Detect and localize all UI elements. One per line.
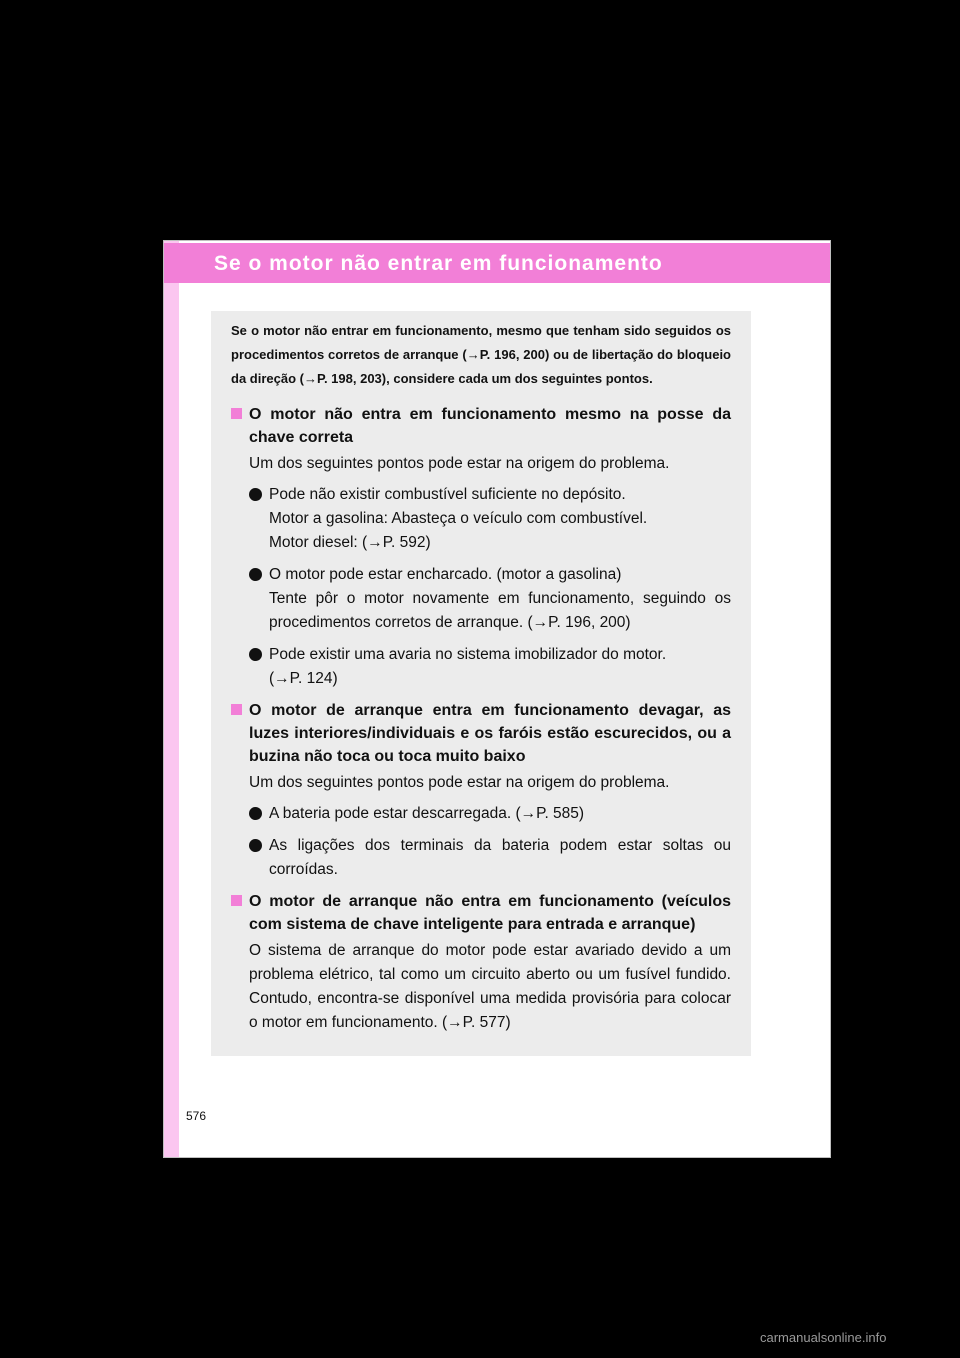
list-item-line: Motor a gasolina: Abasteça o veículo com combustível.: [269, 510, 648, 527]
list-item-line: Pode existir uma avaria no sistema imobilizador do motor.: [269, 646, 667, 663]
round-bullet-icon: [249, 648, 262, 661]
watermark: carmanualsonline.info: [760, 1330, 887, 1345]
list-item-line: A bateria pode estar descarregada. (→P. 585): [269, 805, 585, 822]
list-item: [249, 802, 731, 826]
round-bullet-icon: [249, 488, 262, 501]
section-heading: [231, 403, 731, 449]
section-title: O motor de arranque entra em funcionamento devagar, as luzes interiores/individuais e os faróis estão escurecidos, ou a buzina não toca ou toca muito baixo: [249, 702, 731, 765]
round-bullet-icon: [249, 568, 262, 581]
list-item: [249, 483, 731, 555]
section-title: O motor de arranque não entra em funcionamento (veículos com sistema de chave inteligente para entrada e arranque): [249, 893, 731, 933]
list-item-line: (→P. 124): [269, 670, 338, 687]
list-item-text: [269, 563, 731, 635]
list-item-line: Motor diesel: (→P. 592): [269, 534, 431, 551]
section-1: [231, 403, 731, 691]
list-item-text: [269, 802, 731, 826]
header-bar: [164, 243, 830, 283]
list-item-line: As ligações dos terminais da bateria podem estar soltas ou corroídas.: [269, 837, 731, 878]
list-item: [249, 563, 731, 635]
section-heading: [231, 890, 731, 936]
intro-paragraph: Se o motor não entrar em funcionamento, mesmo que tenham sido seguidos os procedimentos corretos de arranque (→P. 196, 200) ou de libertação do bloqueio da direção (→P. 198, 203), considere cada um dos seguintes pontos.: [231, 323, 731, 386]
list-item: [249, 834, 731, 882]
round-bullet-icon: [249, 807, 262, 820]
section-heading: [231, 699, 731, 768]
section-title: O motor não entra em funcionamento mesmo na posse da chave correta: [249, 406, 731, 446]
list-item-text: [269, 834, 731, 882]
list-item-line: Tente pôr o motor novamente em funcionamento, seguindo os procedimentos corretos de arranque. (→P. 196, 200): [269, 590, 731, 631]
section-subtitle: Um dos seguintes pontos pode estar na origem do problema.: [249, 455, 670, 472]
round-bullet-icon: [249, 839, 262, 852]
side-strip: [164, 241, 179, 1157]
list-item-text: [269, 483, 731, 555]
page-number: 576: [186, 1109, 207, 1123]
list-item-text: [269, 643, 731, 691]
list-item-line: Pode não existir combustível suficiente no depósito.: [269, 486, 626, 503]
section-subtitle: Um dos seguintes pontos pode estar na origem do problema.: [249, 774, 670, 791]
list-item: [249, 643, 731, 691]
section-3: [231, 890, 731, 1035]
square-bullet-icon: [231, 408, 242, 419]
square-bullet-icon: [231, 895, 242, 906]
content-box: [211, 311, 751, 1056]
list-item-line: O motor pode estar encharcado. (motor a gasolina): [269, 566, 622, 583]
page-title: Se o motor não entrar em funcionamento: [214, 252, 663, 275]
section-body: O sistema de arranque do motor pode estar avariado devido a um problema elétrico, tal como um circuito aberto ou um fusível fundido. Contudo, encontra-se disponível uma medida provisória para colocar o motor em funcionamento. (→P. 577): [249, 942, 731, 1031]
section-2: [231, 699, 731, 882]
manual-page: [163, 240, 831, 1158]
square-bullet-icon: [231, 704, 242, 715]
